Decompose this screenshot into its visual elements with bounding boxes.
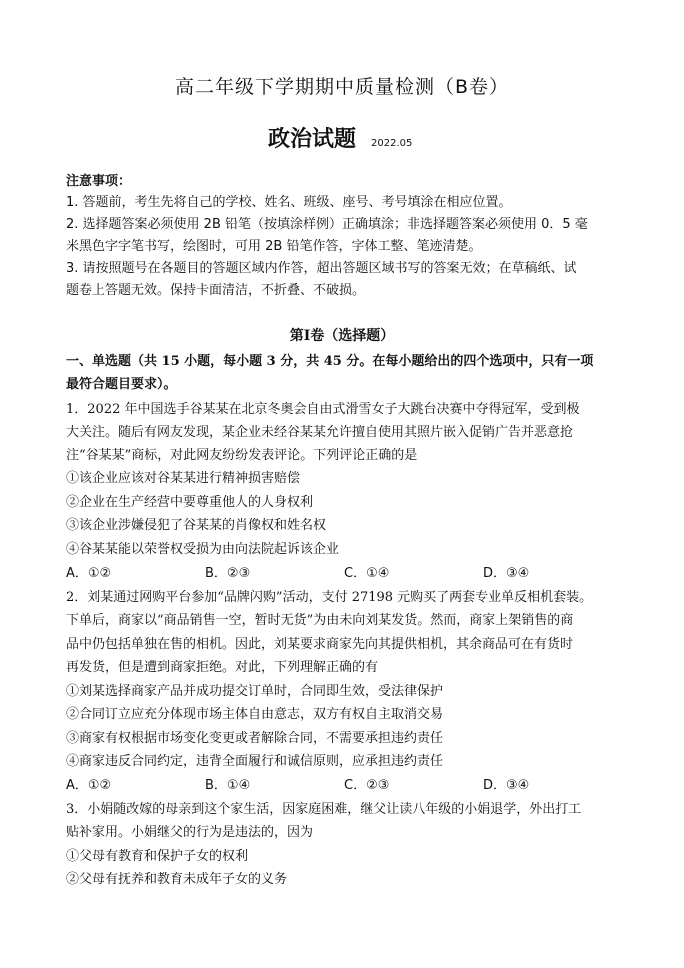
option-c: C．①④ [344, 566, 390, 581]
question-1-stem: 大关注。随后有网友发现，某企业未经谷某某允许擅自使用其照片嵌入促销广告并恶意抢 [66, 425, 574, 440]
option-c: C．②③ [344, 778, 390, 793]
question-2-options [66, 777, 626, 795]
question-1-stem: 1．2022 年中国选手谷某某在北京冬奥会自由式滑雪女子大跳台决赛中夺得冠军，受到极 [66, 402, 580, 417]
question-2-item: ②合同订立应充分体现市场主体自由意志，双方有权自主取消交易 [66, 707, 444, 722]
question-3-item: ②父母有抚养和教育未成年子女的义务 [66, 872, 288, 887]
question-2-stem: 品中仍包括单独在售的相机。因此，刘某要求商家先向其提供相机，其余商品可在有货时 [66, 637, 574, 652]
option-b: B．②③ [205, 566, 251, 581]
question-1-options [66, 565, 626, 583]
notice-line: 3. 请按照题号在各题目的答题区域内作答，超出答题区域书写的答案无效；在草稿纸、试 [66, 261, 577, 276]
question-1-item: ②企业在生产经营中要尊重他人的人身权利 [66, 495, 314, 510]
question-1-item: ④谷某某能以荣誉权受损为由向法院起诉该企业 [66, 542, 340, 557]
question-2-stem: 2．刘某通过网购平台参加“品牌闪购”活动，支付 27198 元购买了两套专业单反相机套装。 [66, 590, 593, 605]
question-2-item: ①刘某选择商家产品并成功提交订单时，合同即生效，受法律保护 [66, 684, 444, 699]
notice-line: 1. 答题前，考生先将自己的学校、姓名、班级、座号、考号填涂在相应位置。 [66, 195, 512, 210]
notice-line: 题卷上答题无效。保持卡面清洁，不折叠、不破损。 [66, 283, 366, 298]
question-2-stem: 下单后，商家以“商品销售一空，暂时无货”为由未向刘某发货。然而，商家上架销售的商 [66, 613, 574, 628]
option-b: B．①④ [205, 778, 251, 793]
option-d: D．③④ [483, 778, 530, 793]
exam-subject: 政治试题 [268, 126, 357, 152]
instruction-line: 最符合题目要求）。 [66, 377, 177, 392]
question-1-item: ①该企业应该对谷某某进行精神损害赔偿 [66, 471, 301, 486]
question-2-item: ③商家有权根据市场变化变更或者解除合同，不需要承担违约责任 [66, 731, 444, 746]
notice-heading: 注意事项： [66, 174, 132, 189]
option-a: A．①② [66, 566, 112, 581]
notice-line: 米黑色字字笔书写，绘图时，可用 2B 铅笔作答，字体工整、笔迹清楚。 [66, 239, 482, 254]
question-3-item: ①父母有教育和保护子女的权利 [66, 849, 249, 864]
question-1-stem: 注“谷某某”商标，对此网友纷纷发表评论。下列评论正确的是 [66, 448, 418, 463]
question-2-item: ④商家违反合同约定，违背全面履行和诚信原则，应承担违约责任 [66, 754, 444, 769]
question-2-stem: 再发货，但是遭到商家拒绝。对此，下列理解正确的有 [66, 660, 379, 675]
question-1-item: ③该企业涉嫌侵犯了谷某某的肖像权和姓名权 [66, 518, 327, 533]
exam-date: 2022.05 [371, 138, 413, 149]
section-title: 第Ⅰ卷（选择题） [289, 328, 395, 344]
question-3-stem: 3．小娟随改嫁的母亲到这个家生活，因家庭困难，继父让读八年级的小娟退学，外出打工 [66, 802, 582, 817]
option-d: D．③④ [483, 566, 530, 581]
question-3-stem: 贴补家用。小娟继父的行为是违法的，因为 [66, 825, 314, 840]
exam-title: 高二年级下学期期中质量检测（B卷） [174, 76, 510, 98]
instruction-line: 一、单选题（共 15 小题，每小题 3 分，共 45 分。在每小题给出的四个选项中，只有一项 [66, 354, 594, 369]
notice-line: 2. 选择题答案必须使用 2B 铅笔（按填涂样例）正确填涂；非选择题答案必须使用 0．5 毫 [66, 217, 588, 232]
option-a: A．①② [66, 778, 112, 793]
